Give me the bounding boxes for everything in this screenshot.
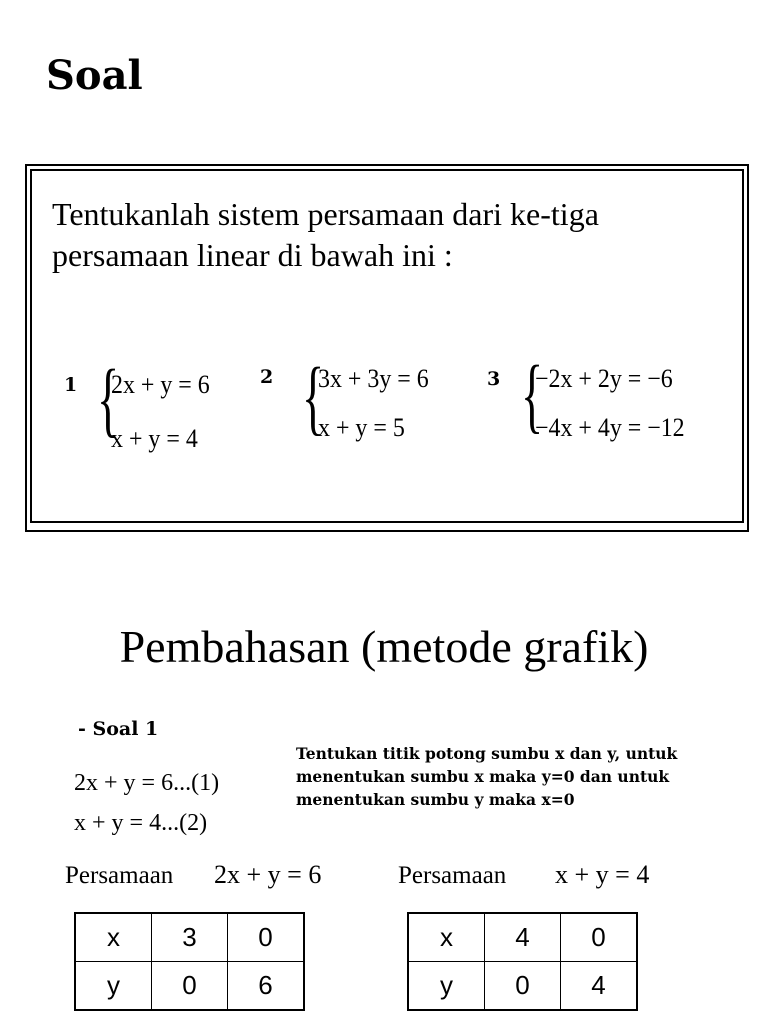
table-row — [408, 913, 637, 962]
system-2-number: 2 — [260, 366, 274, 388]
system-1-number: 1 — [64, 374, 78, 396]
soal-1-equation-1: 2x + y = 6...(1) — [74, 770, 220, 796]
system-1-brace: { — [97, 353, 120, 446]
system-3-number: 3 — [487, 368, 501, 390]
system-3-equation-2: −4x + 4y = −12 — [535, 413, 685, 442]
table-row — [408, 962, 637, 1011]
table-cell: x — [75, 913, 152, 962]
system-1-equation-1: 2x + y = 6 — [111, 370, 210, 399]
table-cell: 4 — [485, 913, 561, 962]
system-3-equation-1: −2x + 2y = −6 — [535, 364, 673, 393]
page-title: Soal — [46, 52, 143, 99]
table-row — [75, 913, 304, 962]
table-2-equation: x + y = 4 — [555, 860, 650, 889]
table-cell: y — [75, 962, 152, 1011]
section-title: Pembahasan (metode grafik) — [119, 621, 649, 672]
system-3-brace: { — [521, 349, 544, 442]
table-cell: 6 — [228, 962, 305, 1011]
table-1-equation: 2x + y = 6 — [214, 860, 322, 889]
table-cell: 0 — [561, 913, 638, 962]
table-cell: 0 — [228, 913, 305, 962]
hint-text: Tentukan titik potong sumbu x dan y, untuk menentukan sumbu x maka y=0 dan untuk menentukan sumbu y maka x=0 — [296, 744, 678, 809]
instruction-text: Tentukanlah sistem persamaan dari ke-tiga persamaan linear di bawah ini : — [52, 196, 599, 273]
system-1-equation-2: x + y = 4 — [111, 424, 198, 453]
table-2 — [407, 912, 638, 1011]
table-cell: y — [408, 962, 485, 1011]
system-2-brace: { — [302, 351, 325, 444]
table-1 — [74, 912, 305, 1011]
soal-1-label: - Soal 1 — [78, 718, 159, 740]
table-cell: 0 — [152, 962, 228, 1011]
soal-1-equation-2: x + y = 4...(2) — [74, 810, 208, 836]
table-cell: 0 — [485, 962, 561, 1011]
table-row — [75, 962, 304, 1011]
table-2-label: Persamaan — [398, 862, 507, 889]
table-1-label: Persamaan — [65, 862, 174, 889]
table-cell: 4 — [561, 962, 638, 1011]
system-2-equation-2: x + y = 5 — [318, 413, 405, 442]
table-cell: 3 — [152, 913, 228, 962]
table-cell: x — [408, 913, 485, 962]
system-2-equation-1: 3x + 3y = 6 — [318, 364, 429, 393]
